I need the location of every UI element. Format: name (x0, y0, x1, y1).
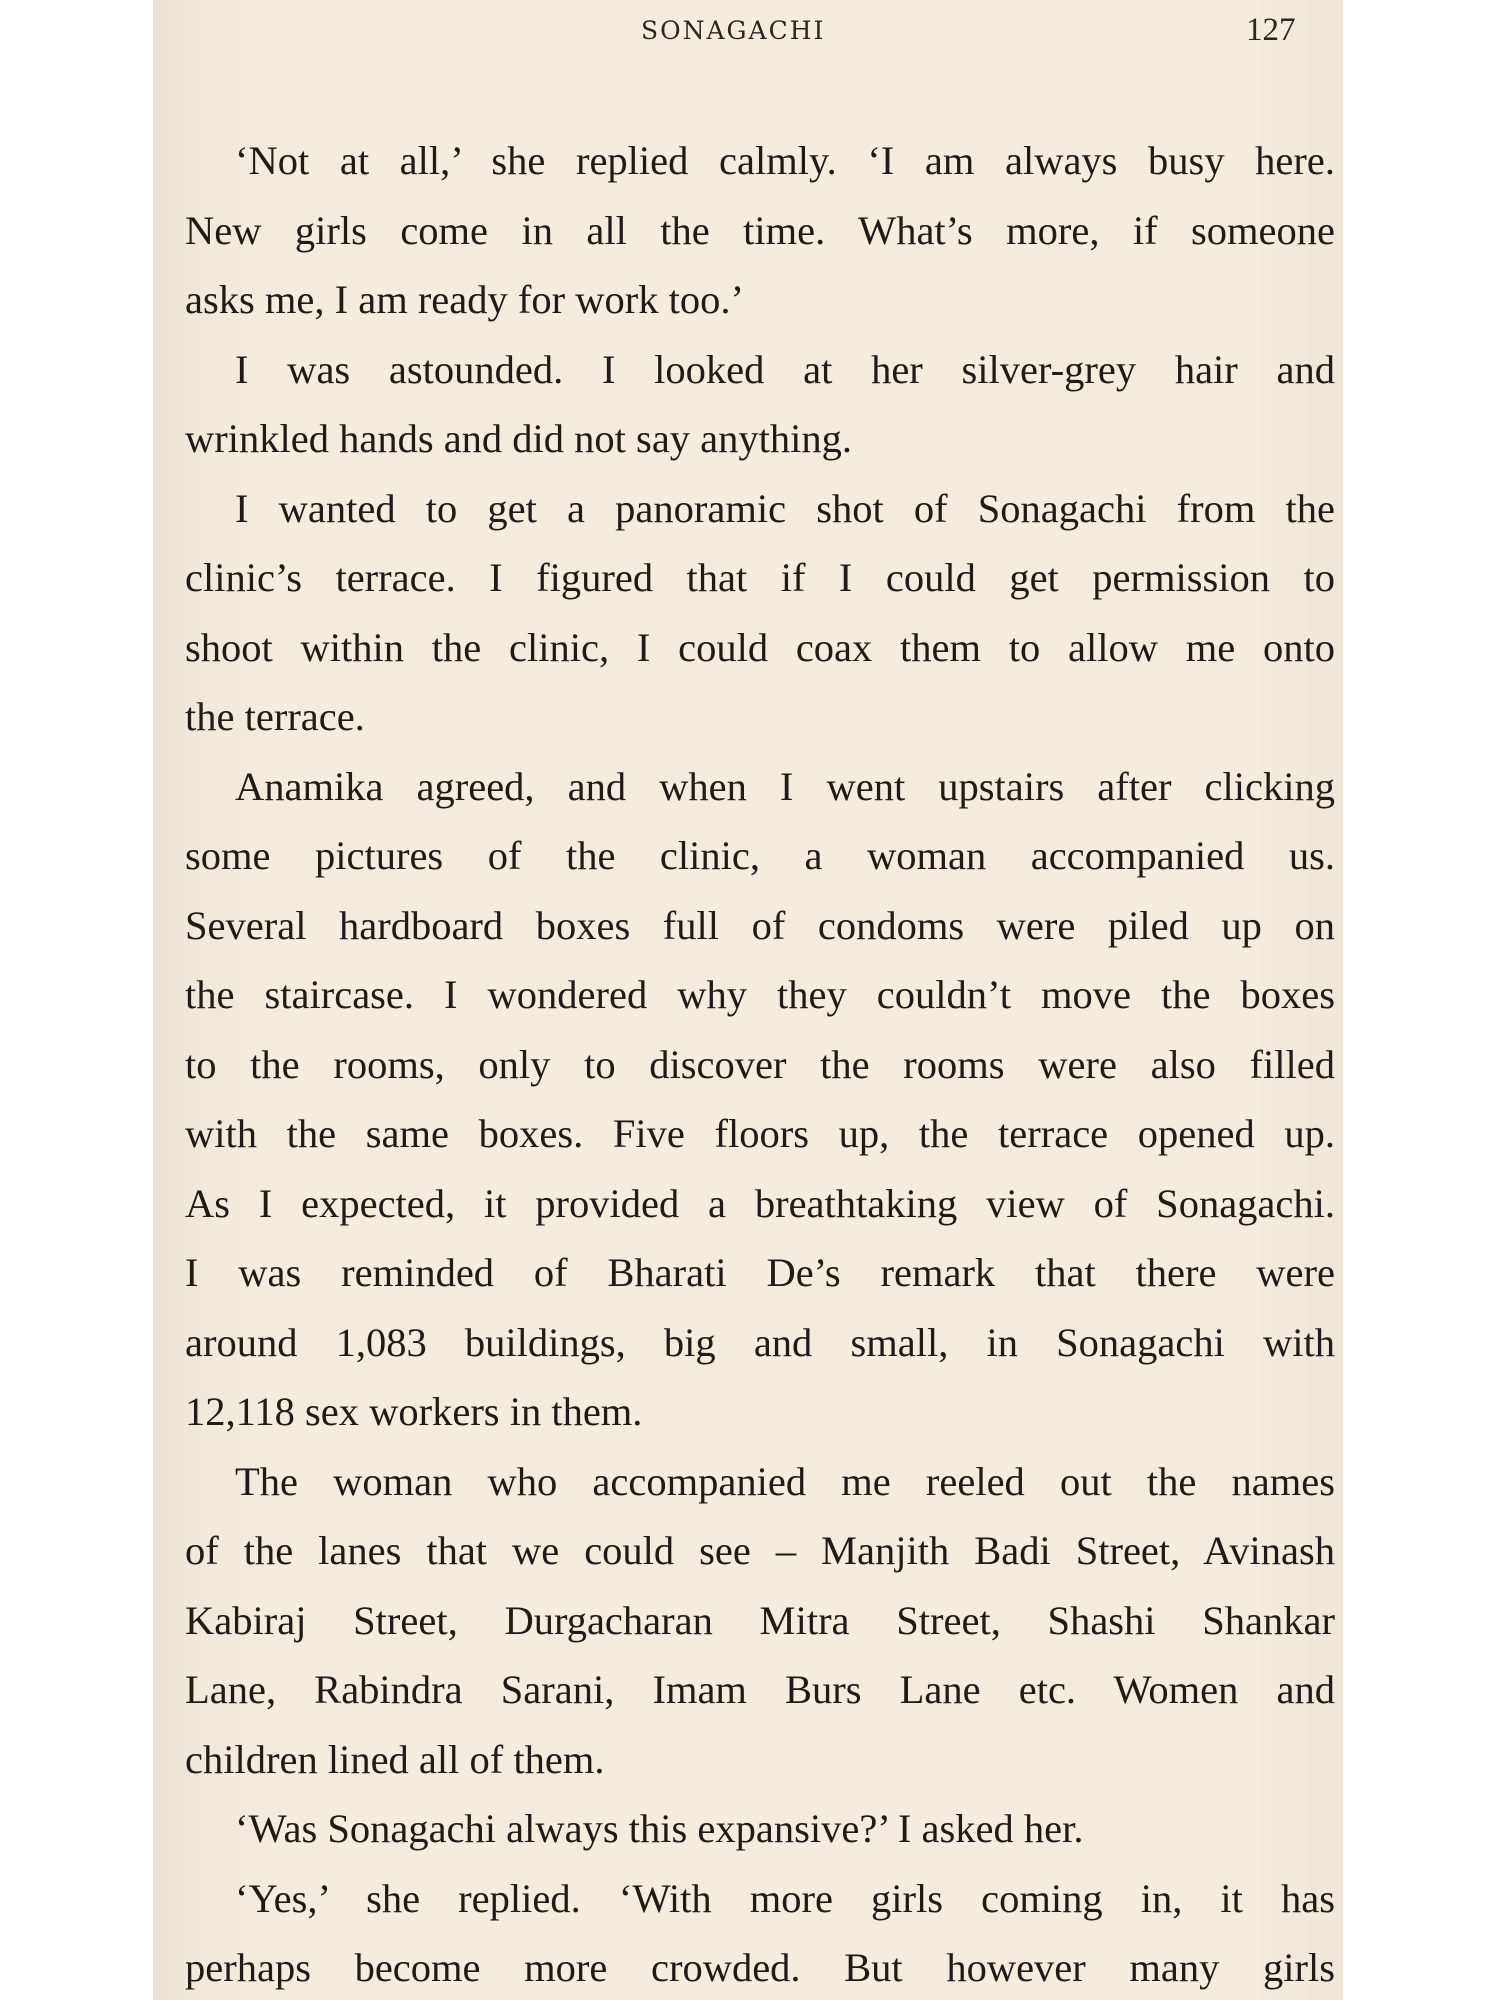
text-line: the staircase. I wondered why they couldn’t move the boxes (185, 972, 1335, 1017)
text-line: ‘Yes,’ she replied. ‘With more girls coming in, it has (235, 1875, 1335, 1921)
text-line: with the same boxes. Five floors up, the terrace opened up. (185, 1111, 1335, 1156)
text-line: Kabiraj Street, Durgacharan Mitra Street, Shashi Shankar (185, 1597, 1335, 1643)
text-line: I was reminded of Bharati De’s remark that there were (185, 1250, 1335, 1295)
text-line: asks me, I am ready for work too.’ (185, 277, 744, 322)
text-line: Lane, Rabindra Sarani, Imam Burs Lane etc. Women and (185, 1667, 1335, 1712)
text-line: Several hardboard boxes full of condoms were piled up on (185, 902, 1335, 948)
text-line: 12,118 sex workers in them. (185, 1389, 643, 1434)
text-line: some pictures of the clinic, a woman accompanied us. (185, 833, 1335, 878)
running-head-title: SONAGACHI (641, 16, 826, 45)
text-line: clinic’s terrace. I figured that if I could get permission to (185, 555, 1335, 600)
text-line: perhaps become more crowded. But however many girls (185, 1945, 1335, 1990)
text-line: wrinkled hands and did not say anything. (185, 416, 853, 461)
text-line: children lined all of them. (185, 1736, 605, 1782)
text-line: to the rooms, only to discover the rooms were also filled (185, 1041, 1335, 1087)
body-text (185, 126, 1335, 2000)
page-number: 127 (1246, 12, 1296, 48)
text-line: ‘Was Sonagachi always this expansive?’ I asked her. (235, 1806, 1084, 1851)
text-line: New girls come in all the time. What’s more, if someone (185, 207, 1335, 253)
text-line: of the lanes that we could see – Manjith Badi Street, Avinash (185, 1528, 1335, 1573)
text-line: around 1,083 buildings, big and small, in Sonagachi with (185, 1319, 1335, 1365)
text-line: the terrace. (185, 694, 365, 739)
text-line: I wanted to get a panoramic shot of Sonagachi from the (235, 485, 1335, 531)
text-line: I was astounded. I looked at her silver-grey hair and (235, 346, 1335, 392)
text-line: ‘Not at all,’ she replied calmly. ‘I am always busy here. (235, 138, 1335, 183)
book-page (153, 0, 1343, 2000)
text-line: shoot within the clinic, I could coax them to allow me onto (185, 624, 1335, 670)
text-line: Anamika agreed, and when I went upstairs after clicking (235, 763, 1335, 809)
text-line: As I expected, it provided a breathtaking view of Sonagachi. (185, 1180, 1335, 1226)
text-line: The woman who accompanied me reeled out the names (235, 1458, 1335, 1504)
